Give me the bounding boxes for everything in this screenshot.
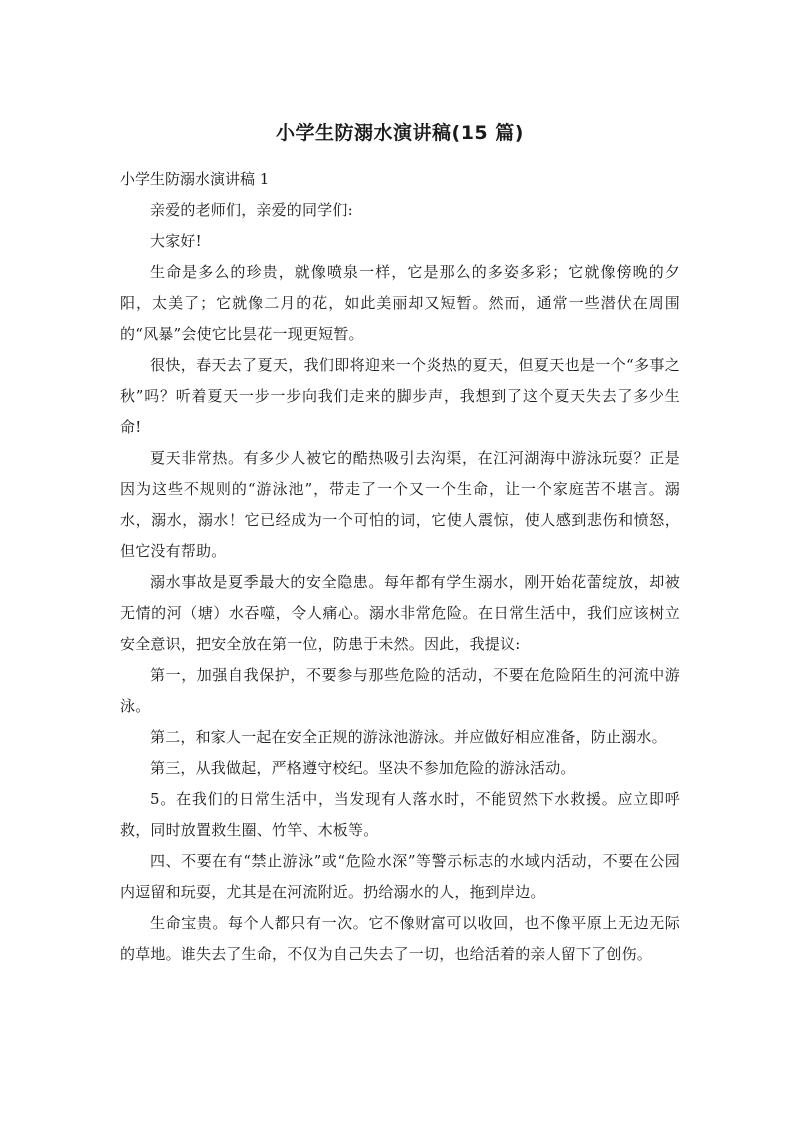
paragraph-life-precious: 生命是多么的珍贵，就像喷泉一样，它是那么的多姿多彩；它就像傍晚的夕阳，太美了；它就像二月的花，如此美丽却又短暂。然而，通常一些潜伏在周围的“风暴”会使它比昙花一现更短暂。 [120, 263, 680, 343]
paragraph-life-once: 生命宝贵。每个人都只有一次。它不像财富可以收回，也不像平原上无边无际的草地。谁失去了生命，不仅为自己失去了一切，也给活着的亲人留下了创伤。 [120, 914, 680, 963]
paragraph-proposal-second: 第二，和家人一起在安全正规的游泳池游泳。并应做好相应准备，防止溺水。 [150, 728, 667, 746]
paragraph-proposal-fourth: 四、不要在有“禁止游泳”或“危险水深”等警示标志的水域内活动，不要在公园内逗留和玩耍，尤其是在河流附近。扔给溺水的人，拖到岸边。 [120, 852, 680, 901]
paragraph-drowning-hazard: 溺水事故是夏季最大的安全隐患。每年都有学生溺水，刚开始花蕾绽放，却被无情的河（塘）水吞噬，令人痛心。溺水非常危险。在日常生活中，我们应该树立安全意识，把安全放在第一位，防患于未然。因此，我提议: [120, 573, 680, 653]
document-title: 小学生防溺水演讲稿(15 篇) [276, 122, 524, 144]
section-heading: 小学生防溺水演讲稿 1 [120, 170, 270, 188]
paragraph-greeting-hello: 大家好! [150, 232, 202, 250]
paragraph-summer-coming: 很快，春天去了夏天，我们即将迎来一个炎热的夏天，但夏天也是一个“多事之秋”吗？听着夏天一步一步向我们走来的脚步声，我想到了这个夏天失去了多少生命! [120, 356, 680, 436]
paragraph-proposal-first: 第一，加强自我保护，不要参与那些危险的活动，不要在危险陌生的河流中游泳。 [120, 666, 680, 715]
paragraph-proposal-rescue: 5。在我们的日常生活中，当发现有人落水时，不能贸然下水救援。应立即呼救，同时放置救生圈、竹竿、木板等。 [120, 790, 680, 839]
paragraph-greeting-audience: 亲爱的老师们，亲爱的同学们: [150, 201, 353, 219]
paragraph-proposal-third: 第三，从我做起，严格遵守校纪。坚决不参加危险的游泳活动。 [150, 759, 576, 777]
paragraph-summer-hot: 夏天非常热。有多少人被它的酷热吸引去沟渠，在江河湖海中游泳玩耍？正是因为这些不规则的“游泳池”，带走了一个又一个生命，让一个家庭苦不堪言。溺水，溺水，溺水！它已经成为一个可怕的词，它使人震惊，使人感到悲伤和愤怒，但它没有帮助。 [120, 449, 680, 560]
